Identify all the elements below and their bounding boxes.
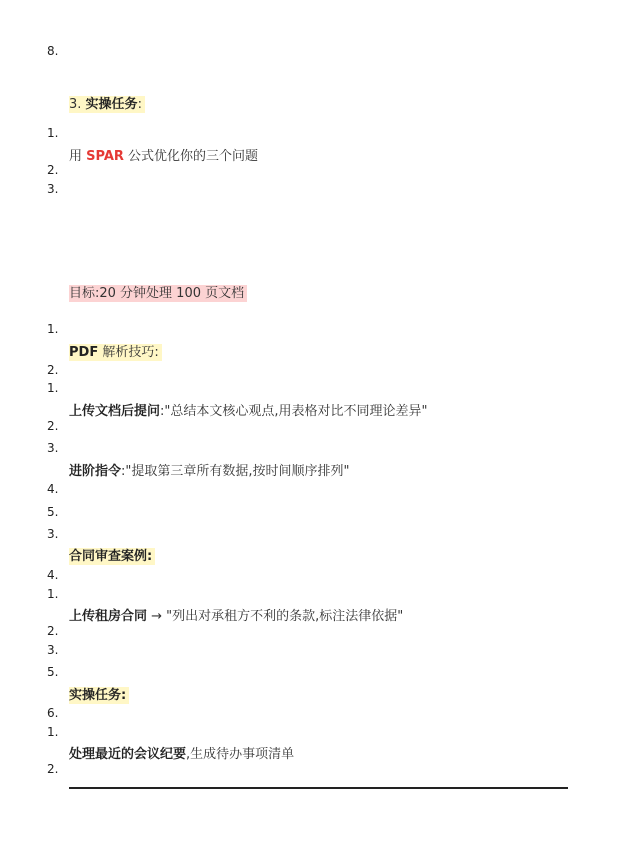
list-marker: 2.: [47, 163, 59, 177]
list-marker: 5.: [47, 505, 59, 519]
list-marker: 3.: [47, 441, 59, 455]
spar-heading: [69, 93, 145, 112]
heading-colon: :: [137, 97, 142, 112]
list-marker: 2.: [47, 419, 59, 433]
list-marker: 3.: [47, 527, 59, 541]
list-marker: 1.: [47, 126, 59, 140]
list-marker: 4.: [47, 568, 59, 582]
spar-task: 用 SPAR 公式优化你的三个问题: [69, 149, 259, 164]
list-marker: 1.: [47, 381, 59, 395]
pdf-tips-label: PDF 解析技巧:: [69, 341, 162, 360]
horizontal-rule: [69, 787, 568, 789]
list-marker: 8.: [47, 44, 59, 58]
list-marker: 3.: [47, 643, 59, 657]
contract-label: 合同审查案例:: [69, 545, 155, 564]
pdf-step-1: 上传文档后提问:"总结本文核心观点,用表格对比不同理论差异": [69, 404, 428, 419]
pdf-step-2: 进阶指令:"提取第三章所有数据,按时间顺序排列": [69, 464, 350, 479]
list-marker: 1.: [47, 587, 59, 601]
list-marker: 6.: [47, 706, 59, 720]
list-marker: 3.: [47, 182, 59, 196]
goal-line: 目标:20 分钟处理 100 页文档: [69, 282, 247, 301]
list-marker: 2.: [47, 363, 59, 377]
practice-step: 处理最近的会议纪要,生成待办事项清单: [69, 747, 295, 762]
list-marker: 4.: [47, 482, 59, 496]
list-marker: 2.: [47, 762, 59, 776]
list-marker: 1.: [47, 725, 59, 739]
list-marker: 1.: [47, 322, 59, 336]
list-marker: 5.: [47, 665, 59, 679]
list-marker: 2.: [47, 624, 59, 638]
heading-text: 实操任务: [85, 97, 138, 112]
contract-step: 上传租房合同 → "列出对承租方不利的条款,标注法律依据": [69, 609, 404, 624]
practice-label: 实操任务:: [69, 684, 129, 703]
heading-number: 3.: [69, 97, 86, 112]
spar-keyword: SPAR: [86, 149, 124, 164]
